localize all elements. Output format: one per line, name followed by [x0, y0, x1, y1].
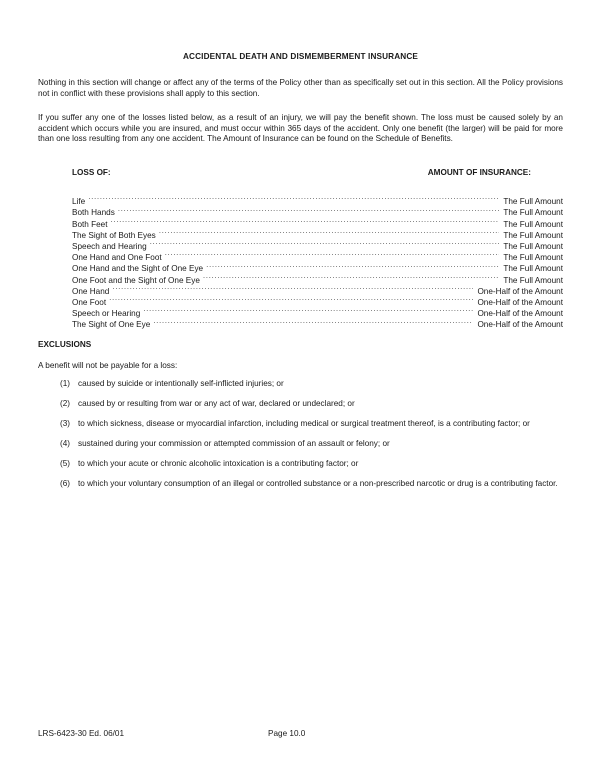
- loss-amount: The Full Amount: [503, 264, 563, 274]
- page-number: Page 10.0: [268, 729, 306, 738]
- list-item-number: (1): [60, 379, 71, 388]
- list-item: [60, 479, 563, 490]
- loss-amount: The Full Amount: [503, 241, 563, 251]
- list-item: [60, 459, 563, 470]
- intro-paragraph-2: If you suffer any one of the losses listed below, as a result of an injury, we will pay the benefit shown. The loss must be caused solely by an accident which occurs while you are insured, and must occur within 365 days of the accident. Only one benefit (the larger) will be paid for more than one loss resulting from any one accident. The Amount of Insurance can be found on the Schedule of Benefits.: [38, 113, 563, 144]
- table-row: [72, 193, 563, 207]
- table-row: [72, 215, 563, 229]
- document-id: LRS-6423-30 Ed. 06/01: [38, 729, 125, 738]
- list-item-text: caused by suicide or intentionally self-inflicted injuries; or: [78, 379, 284, 388]
- loss-label: One Foot and the Sight of One Eye: [72, 275, 200, 285]
- table-row: [72, 227, 563, 238]
- table-row: [72, 283, 563, 294]
- list-item-text: to which your acute or chronic alcoholic intoxication is a contributing factor; or: [78, 459, 359, 469]
- list-item: [60, 399, 563, 410]
- table-row: [72, 204, 563, 218]
- benefits-table: [72, 193, 563, 330]
- benefits-table-headers: [72, 168, 563, 180]
- loss-amount: The Full Amount: [503, 219, 563, 229]
- list-item-number: (6): [60, 479, 71, 489]
- page-title: ACCIDENTAL DEATH AND DISMEMBERMENT INSURANCE: [182, 52, 419, 61]
- loss-amount: The Full Amount: [503, 230, 563, 240]
- leader-dots: [111, 215, 500, 226]
- leader-dots: [112, 283, 473, 294]
- loss-label: The Sight of One Eye: [72, 320, 151, 330]
- list-item-text: to which your voluntary consumption of an illegal or controlled substance or a non-prescribed narcotic or drug is a contributing factor.: [78, 479, 558, 489]
- exclusions-list: [60, 379, 563, 500]
- loss-amount: One-Half of the Amount: [477, 309, 563, 319]
- leader-dots: [150, 238, 500, 249]
- loss-amount: One-Half of the Amount: [477, 297, 563, 307]
- leader-dots: [143, 305, 473, 316]
- list-item: [60, 419, 563, 430]
- loss-label: Speech or Hearing: [72, 309, 141, 319]
- exclusions-heading: EXCLUSIONS: [38, 340, 92, 349]
- loss-label: Life: [72, 197, 86, 207]
- leader-dots: [203, 271, 499, 282]
- leader-dots: [153, 316, 473, 327]
- loss-label: One Hand and One Foot: [72, 253, 162, 263]
- list-item: [60, 439, 563, 450]
- loss-label: One Hand: [72, 286, 110, 296]
- loss-amount: One-Half of the Amount: [477, 286, 563, 296]
- amount-of-insurance-header: AMOUNT OF INSURANCE:: [427, 168, 531, 177]
- loss-label: Both Feet: [72, 219, 108, 229]
- list-item: [60, 379, 563, 390]
- loss-amount: The Full Amount: [503, 208, 563, 218]
- list-item-text: sustained during your commission or attempted commission of an assault or felony; or: [78, 439, 390, 449]
- page-footer: [38, 729, 563, 741]
- exclusions-lead-in: A benefit will not be payable for a loss:: [38, 361, 178, 370]
- loss-label: The Sight of Both Eyes: [72, 230, 156, 240]
- loss-of-header: LOSS OF:: [72, 168, 111, 177]
- list-item-number: (3): [60, 419, 71, 429]
- loss-amount: The Full Amount: [503, 197, 563, 207]
- loss-amount: The Full Amount: [503, 275, 563, 285]
- loss-label: Both Hands: [72, 208, 115, 218]
- list-item-number: (2): [60, 399, 71, 409]
- list-item-number: (5): [60, 459, 71, 469]
- loss-amount: The Full Amount: [503, 253, 563, 263]
- intro-paragraph-1: Nothing in this section will change or affect any of the terms of the Policy other than as specifically set out in this section. All the Policy provisions not in conflict with these provisions shall apply to this section.: [38, 78, 563, 98]
- leader-dots: [206, 260, 499, 271]
- loss-label: One Foot: [72, 297, 107, 307]
- loss-label: One Hand and the Sight of One Eye: [72, 264, 204, 274]
- leader-dots: [165, 249, 500, 260]
- loss-label: Speech and Hearing: [72, 241, 147, 251]
- leader-dots: [88, 193, 499, 204]
- list-item-text: to which sickness, disease or myocardial infarction, including medical or surgical treatment thereof, is a contributing factor; or: [78, 419, 530, 429]
- loss-amount: One-Half of the Amount: [477, 320, 563, 330]
- leader-dots: [109, 294, 473, 305]
- leader-dots: [159, 227, 500, 238]
- leader-dots: [118, 204, 500, 215]
- list-item-text: caused by or resulting from war or any act of war, declared or undeclared; or: [78, 399, 355, 409]
- list-item-number: (4): [60, 439, 71, 449]
